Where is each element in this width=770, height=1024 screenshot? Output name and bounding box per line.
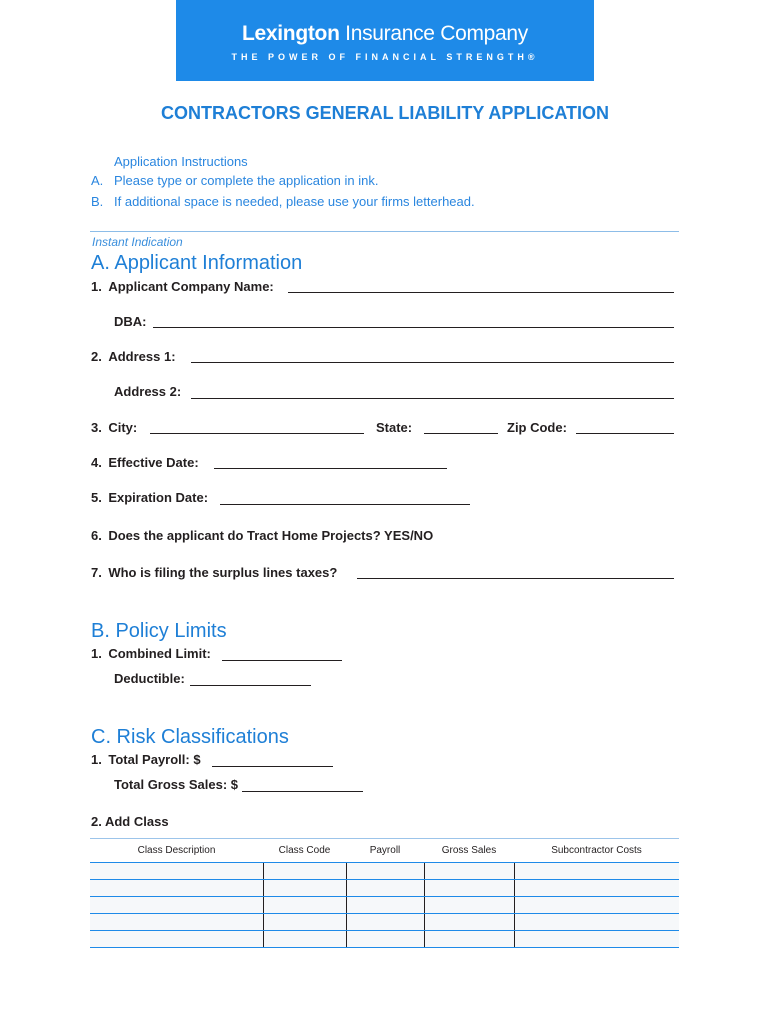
table-row [90,931,679,948]
table-cell[interactable] [514,863,679,880]
table-cell[interactable] [424,897,514,914]
column-header-class-code: Class Code [263,839,346,863]
state-label: State: [376,420,413,435]
table-cell[interactable] [514,897,679,914]
table-cell[interactable] [424,863,514,880]
address2-field[interactable] [191,398,674,399]
applicant-name-field[interactable] [288,292,674,293]
table-cell[interactable] [90,897,263,914]
deductible-label: Deductible: [114,671,185,686]
total-gross-sales-label: Total Gross Sales: $ [114,777,239,792]
table-cell[interactable] [263,897,346,914]
table-cell[interactable] [346,897,424,914]
table-cell[interactable] [346,863,424,880]
instruction-marker-b: B. [91,194,104,209]
company-name-bold: Lexington [241,22,340,45]
instructions-heading: Application Instructions [114,154,248,169]
column-header-subcontractor-costs: Subcontractor Costs [514,839,679,863]
company-name-rest: Insurance Company [345,22,528,45]
applicant-name-label: 1. Applicant Company Name: [91,279,274,294]
section-a-heading: A. Applicant Information [91,252,303,274]
address1-label: 2. Address 1: [91,349,176,364]
address1-field[interactable] [191,362,674,363]
dba-field[interactable] [153,327,674,328]
table-cell[interactable] [346,880,424,897]
zip-field[interactable] [576,433,674,434]
table-row [90,914,679,931]
document-title: CONTRACTORS GENERAL LIABILITY APPLICATION [160,103,609,123]
table-cell[interactable] [346,914,424,931]
surplus-taxes-field[interactable] [357,578,674,579]
column-header-gross-sales: Gross Sales [424,839,514,863]
class-table-header [90,839,679,863]
city-field[interactable] [150,433,364,434]
table-cell[interactable] [90,880,263,897]
section-b-heading: B. Policy Limits [91,620,227,642]
effective-date-field[interactable] [214,468,447,469]
effective-date-label: 4. Effective Date: [91,455,199,470]
table-cell[interactable] [90,931,263,948]
zip-label: Zip Code: [507,420,567,435]
instruction-item-b: If additional space is needed, please use your firms letterhead. [114,194,475,209]
table-cell[interactable] [514,914,679,931]
company-banner [176,0,594,81]
instant-indication-label: Instant Indication [92,235,183,249]
class-table [90,838,679,948]
instruction-item-a: Please type or complete the application in ink. [114,173,379,188]
combined-limit-label: 1. Combined Limit: [91,646,211,661]
section-c-heading: C. Risk Classifications [91,726,289,748]
table-cell[interactable] [90,863,263,880]
combined-limit-field[interactable] [222,660,342,661]
table-cell[interactable] [424,880,514,897]
add-class-label: 2. Add Class [91,814,169,829]
table-row [90,880,679,897]
table-cell[interactable] [514,931,679,948]
surplus-taxes-label: 7. Who is filing the surplus lines taxes? [91,565,338,580]
instruction-marker-a: A. [91,173,104,188]
table-cell[interactable] [263,880,346,897]
table-cell[interactable] [424,914,514,931]
table-cell[interactable] [263,863,346,880]
table-cell[interactable] [424,931,514,948]
company-logo [176,22,594,46]
table-cell[interactable] [263,914,346,931]
tract-home-question: 6. Does the applicant do Tract Home Projects? YES/NO [91,528,434,543]
expiration-date-label: 5. Expiration Date: [91,490,209,505]
dba-label: DBA: [114,314,147,329]
city-label: 3. City: [91,420,138,435]
section-divider [90,231,679,232]
table-row [90,863,679,880]
table-cell[interactable] [346,931,424,948]
state-field[interactable] [424,433,498,434]
table-cell[interactable] [514,880,679,897]
column-header-payroll: Payroll [346,839,424,863]
deductible-field[interactable] [190,685,311,686]
table-cell[interactable] [263,931,346,948]
total-payroll-field[interactable] [212,766,333,767]
address2-label: Address 2: [114,384,182,399]
table-row [90,897,679,914]
total-payroll-label: 1. Total Payroll: $ [91,752,201,767]
column-header-class-description: Class Description [90,839,263,863]
total-gross-sales-field[interactable] [242,791,363,792]
expiration-date-field[interactable] [220,504,470,505]
table-cell[interactable] [90,914,263,931]
company-tagline: THE POWER OF FINANCIAL STRENGTH® [231,52,539,62]
